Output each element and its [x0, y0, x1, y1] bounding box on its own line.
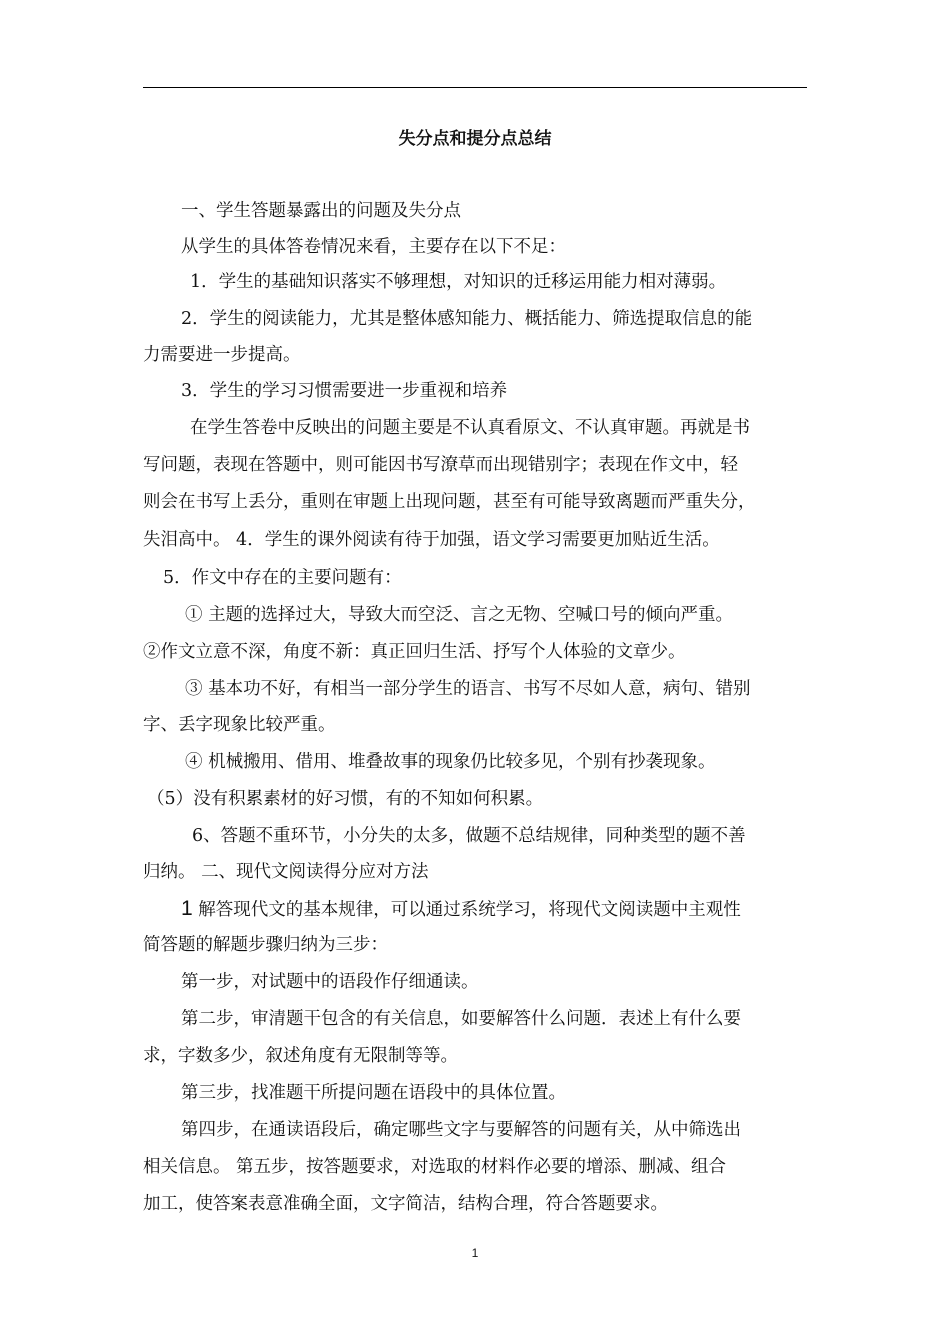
text-line: 一、学生答题暴露出的问题及失分点: [181, 201, 461, 221]
text-line: 1．学生的基础知识落实不够理想，对知识的迁移运用能力相对薄弱。: [190, 272, 727, 292]
text-line: ① 主题的选择过大，导致大而空泛、言之无物、空喊口号的倾向严重。: [185, 605, 734, 625]
text-line: 从学生的具体答卷情况来看，主要存在以下不足：: [181, 237, 566, 257]
page-number: 1: [471, 1246, 479, 1260]
text-line: 相关信息。 第五步，按答题要求，对选取的材料作必要的增添、删减、组合: [143, 1157, 727, 1177]
text-line: ③ 基本功不好，有相当一部分学生的语言、书写不尽如人意，病句、错别: [185, 679, 751, 699]
text-line: 6、答题不重环节，小分失的太多，做题不总结规律，同种类型的题不善: [192, 826, 746, 846]
document-title: 失分点和提分点总结: [398, 129, 552, 149]
text-line: 求，字数多少，叙述角度有无限制等等。: [143, 1046, 458, 1066]
text-line-rest: 解答现代文的基本规律，可以通过系统学习，将现代文阅读题中主观性: [192, 900, 741, 920]
step-number: 1: [181, 897, 193, 920]
text-line: 5．作文中存在的主要问题有：: [163, 568, 402, 588]
text-line: 字、丢字现象比较严重。: [143, 715, 336, 735]
text-line: 简答题的解题步骤归纳为三步：: [143, 935, 388, 955]
text-line: 第三步，找准题干所提问题在语段中的具体位置。: [181, 1083, 566, 1103]
header-rule: [143, 87, 807, 88]
text-line: 在学生答卷中反映出的问题主要是不认真看原文、不认真审题。再就是书: [190, 418, 750, 438]
text-line: 力需要进一步提高。: [143, 345, 301, 365]
text-line: 第一步，对试题中的语段作仔细通读。: [181, 972, 479, 992]
text-line: 则会在书写上丢分，重则在审题上出现问题，甚至有可能导致离题而严重失分，: [143, 492, 756, 512]
text-line: 失泪高中。 4．学生的课外阅读有待于加强，语文学习需要更加贴近生活。: [143, 530, 720, 550]
text-line: 第二步，审清题干包含的有关信息，如要解答什么问题．表述上有什么要: [181, 1009, 741, 1029]
text-line: [181, 896, 851, 923]
text-line: ②作文立意不深，角度不新：真正回归生活、抒写个人体验的文章少。: [143, 642, 686, 662]
text-line: 3．学生的学习习惯需要进一步重视和培养: [181, 381, 508, 401]
text-line: （5）没有积累素材的好习惯，有的不知如何积累。: [147, 789, 544, 809]
text-line: 2．学生的阅读能力，尤其是整体感知能力、概括能力、筛选提取信息的能: [181, 309, 753, 329]
text-line: 写问题，表现在答题中，则可能因书写潦草而出现错别字；表现在作文中，轻: [143, 455, 738, 475]
text-line: 加工，使答案表意准确全面，文字简洁，结构合理，符合答题要求。: [143, 1194, 668, 1214]
text-line: ④ 机械搬用、借用、堆叠故事的现象仍比较多见，个别有抄袭现象。: [185, 752, 716, 772]
text-line: 归纳。 二、现代文阅读得分应对方法: [143, 862, 429, 882]
text-line: 第四步，在通读语段后，确定哪些文字与要解答的问题有关，从中筛选出: [181, 1120, 741, 1140]
